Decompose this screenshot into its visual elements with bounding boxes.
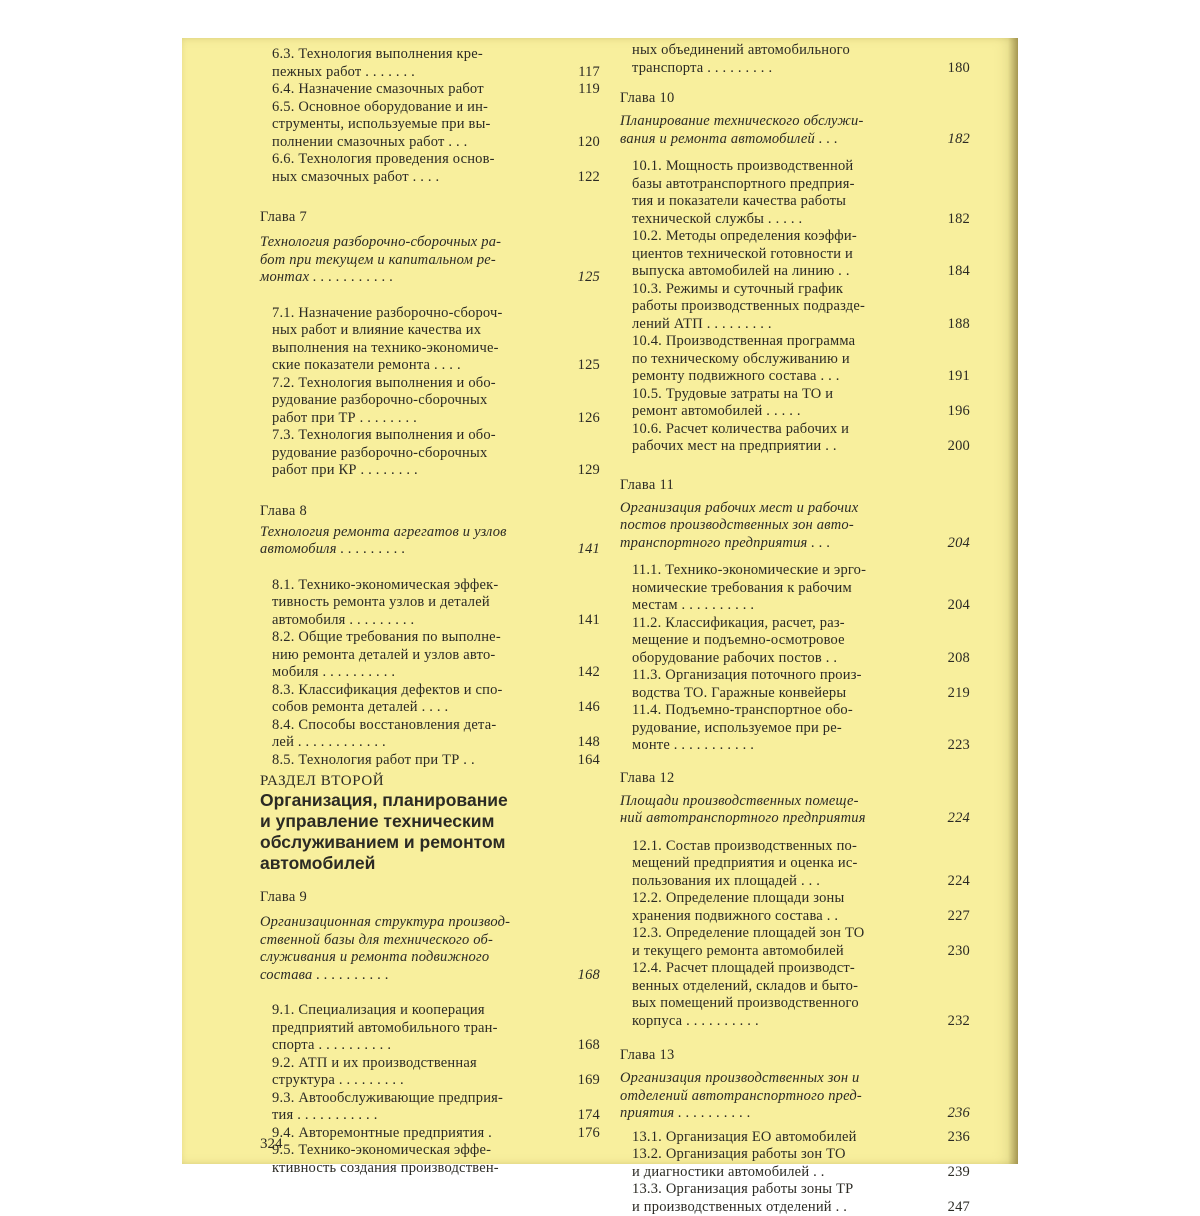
toc-page-number: 200 (922, 438, 970, 456)
toc-page-number: 148 (552, 734, 600, 752)
toc-page-number: 239 (922, 1164, 970, 1182)
chapter-heading: Глава 13 (620, 1046, 970, 1064)
toc-entry-text: 9.3. Автообслуживающие предприя- тия . . . . . . . . . . . (272, 1090, 544, 1125)
section-label: РАЗДЕЛ ВТОРОЙ (260, 773, 600, 790)
toc-page-number: 122 (552, 169, 600, 187)
chapter-title (260, 234, 600, 287)
toc-entry (272, 1090, 600, 1125)
toc-entry-text: 10.1. Мощность производственной базы автотранспортного предприя- тия и показатели качества работы технической службы . . . . . (632, 158, 914, 228)
toc-entry-text: 10.4. Производственная программа по техническому обслуживанию и ремонту подвижного состава . . . (632, 333, 914, 386)
toc-entry-text: 11.1. Технико-экономические и эрго- номические требования к рабочим местам . . . . . . . . . . (632, 562, 914, 615)
toc-page-number: 247 (922, 1199, 970, 1216)
toc-page-number: 188 (922, 316, 970, 334)
chapter-heading: Глава 11 (620, 476, 970, 494)
toc-page-number: 142 (552, 664, 600, 682)
toc-entry-text: 9.2. АТП и их производственная структура . . . . . . . . . (272, 1055, 544, 1090)
toc-entry (632, 615, 970, 668)
chapter-title (620, 500, 970, 553)
toc-entry-text: 7.1. Назначение разборочно-сбороч- ных работ и влияние качества их выполнения на технико-экономиче- ские показатели ремонта . . . . (272, 305, 544, 375)
toc-page-number: 208 (922, 650, 970, 668)
toc-page-number: 176 (552, 1125, 600, 1143)
toc-entry-text: 13.1. Организация ЕО автомобилей (632, 1129, 914, 1147)
toc-entry (272, 427, 600, 480)
toc-page-number: 204 (922, 597, 970, 615)
toc-entry-text: 6.4. Назначение смазочных работ (272, 81, 544, 99)
toc-entry-text: 8.5. Технология работ при ТР . . (272, 752, 544, 770)
toc-entry-text: 12.2. Определение площади зоны хранения подвижного состава . . (632, 890, 914, 925)
book-page (182, 38, 1018, 1164)
toc-entry (272, 1125, 600, 1143)
toc-page-number: 227 (922, 908, 970, 926)
toc-entry (272, 46, 600, 81)
toc-entry (632, 1146, 970, 1181)
toc-entry-text: 12.4. Расчет площадей производст- венных отделений, складов и быто- вых помещений производственного корпуса . . . . . . . . . . (632, 960, 914, 1030)
toc-entry (272, 1002, 600, 1055)
chapter-title (620, 113, 970, 148)
toc-entry-text: 13.3. Организация работы зоны ТР и производственных отделений . . (632, 1181, 914, 1216)
toc-page-number: 184 (922, 263, 970, 281)
chapter-title (620, 793, 970, 828)
toc-page-number: 174 (552, 1107, 600, 1125)
toc-entry (272, 577, 600, 630)
toc-page-number: 223 (922, 737, 970, 755)
toc-entry (632, 667, 970, 702)
chapter-heading: Глава 8 (260, 502, 600, 520)
toc-page-number: 119 (552, 81, 600, 99)
toc-entry-text: 8.3. Классификация дефектов и спо- собов ремонта деталей . . . . (272, 682, 544, 717)
toc-entry (632, 333, 970, 386)
toc-entry-text: 9.1. Специализация и кооперация предприятий автомобильного тран- спорта . . . . . . . . . . (272, 1002, 544, 1055)
toc-entry-text: Технология ремонта агрегатов и узлов автомобиля . . . . . . . . . (260, 524, 544, 559)
toc-entry (632, 562, 970, 615)
toc-page-number: 180 (922, 60, 970, 78)
toc-entry (632, 1181, 970, 1216)
toc-page-number: 141 (552, 541, 600, 559)
page-number: 324 (260, 1136, 283, 1153)
page-spine-shadow (1008, 38, 1018, 1164)
toc-page-number: 204 (922, 535, 970, 553)
toc-entry (632, 925, 970, 960)
toc-entry (632, 702, 970, 755)
toc-page-number: 169 (552, 1072, 600, 1090)
toc-entry-text: 8.1. Технико-экономическая эффек- тивность ремонта узлов и деталей автомобиля . . . . . . . . . (272, 577, 544, 630)
toc-entry-text: 12.1. Состав производственных по- мещений предприятия и оценка ис- пользования их площадей . . . (632, 838, 914, 891)
toc-entry-text: 8.2. Общие требования по выполне- нию ремонта деталей и узлов авто- мобиля . . . . . . . . . . (272, 629, 544, 682)
toc-entry (272, 99, 600, 152)
toc-entry (272, 1055, 600, 1090)
toc-entry-text: Площади производственных помеще- ний автотранспортного предприятия (620, 793, 914, 828)
toc-left-column (260, 46, 600, 1177)
toc-page-number: 219 (922, 685, 970, 703)
toc-entry (272, 1142, 600, 1177)
toc-entry (632, 281, 970, 334)
toc-page-number: 182 (922, 131, 970, 149)
chapter-heading: Глава 12 (620, 769, 970, 787)
toc-entry (632, 386, 970, 421)
toc-page-number: 164 (552, 752, 600, 770)
toc-entry-text: 10.5. Трудовые затраты на ТО и ремонт автомобилей . . . . . (632, 386, 914, 421)
toc-entry (272, 375, 600, 428)
toc-entry (632, 421, 970, 456)
toc-entry (632, 228, 970, 281)
toc-entry (272, 717, 600, 752)
toc-entry (272, 81, 600, 99)
toc-page-number: 230 (922, 943, 970, 961)
toc-entry (272, 752, 600, 770)
chapter-title (620, 1070, 970, 1123)
toc-page-number: 236 (922, 1105, 970, 1123)
toc-entry-text: ных объединений автомобильного транспорта . . . . . . . . . (632, 42, 914, 77)
toc-entry-text: 6.3. Технология выполнения кре- пежных работ . . . . . . . (272, 46, 544, 81)
toc-page-number: 146 (552, 699, 600, 717)
chapter-title (260, 524, 600, 559)
toc-entry (632, 42, 970, 77)
toc-page-number: 141 (552, 612, 600, 630)
toc-entry-text: 9.4. Авторемонтные предприятия . (272, 1125, 544, 1143)
toc-page-number: 125 (552, 269, 600, 287)
toc-entry-text: Технология разборочно-сборочных ра- бот при текущем и капитальном ре- монтах . . . . . . . . . . . (260, 234, 544, 287)
toc-page-number: 125 (552, 357, 600, 375)
toc-page-number: 182 (922, 211, 970, 229)
toc-entry-text: 7.3. Технология выполнения и обо- рудование разборочно-сборочных работ при КР . . . . . . . . (272, 427, 544, 480)
toc-entry-text: Планирование технического обслужи- вания и ремонта автомобилей . . . (620, 113, 914, 148)
chapter-heading: Глава 10 (620, 89, 970, 107)
toc-page-number: 236 (922, 1129, 970, 1147)
toc-entry-text: 8.4. Способы восстановления дета- лей . . . . . . . . . . . . (272, 717, 544, 752)
toc-entry (272, 682, 600, 717)
toc-page-number: 191 (922, 368, 970, 386)
toc-page-number: 120 (552, 134, 600, 152)
toc-page-number: 196 (922, 403, 970, 421)
toc-entry-text: 13.2. Организация работы зон ТО и диагностики автомобилей . . (632, 1146, 914, 1181)
toc-page-number: 168 (552, 967, 600, 985)
toc-entry-text: 10.6. Расчет количества рабочих и рабочих мест на предприятии . . (632, 421, 914, 456)
toc-entry-text: 10.3. Режимы и суточный график работы производственных подразде- лений АТП . . . . . . . . . (632, 281, 914, 334)
toc-entry-text: 6.5. Основное оборудование и ин- струменты, используемые при вы- полнении смазочных работ . . . (272, 99, 544, 152)
toc-entry-text: 12.3. Определение площадей зон ТО и текущего ремонта автомобилей (632, 925, 914, 960)
toc-entry (632, 158, 970, 228)
chapter-heading: Глава 9 (260, 888, 600, 906)
toc-entry-text: 10.2. Методы определения коэффи- циентов технической готовности и выпуска автомобилей на линию . . (632, 228, 914, 281)
toc-page-number: 224 (922, 810, 970, 828)
toc-entry-text: Организационная структура производ- ственной базы для технического об- служивания и ремонта подвижного состава . . . . . . . . . . (260, 914, 544, 984)
chapter-heading: Глава 7 (260, 208, 600, 226)
toc-entry-text: 7.2. Технология выполнения и обо- рудование разборочно-сборочных работ при ТР . . . . . . . . (272, 375, 544, 428)
toc-page-number: 168 (552, 1037, 600, 1055)
toc-entry (632, 838, 970, 891)
toc-entry-text: 11.2. Классификация, расчет, раз- мещение и подъемно-осмотровое оборудование рабочих постов . . (632, 615, 914, 668)
toc-entry-text: Организация производственных зон и отделений автотранспортного пред- приятия . . . . . . . . . . (620, 1070, 914, 1123)
toc-entry (632, 1129, 970, 1147)
toc-page-number: 117 (552, 64, 600, 82)
section-title: Организация, планирование и управление техническим обслуживанием и ремонтом автомобилей (260, 790, 600, 874)
toc-page-number: 126 (552, 410, 600, 428)
toc-entry-text: Организация рабочих мест и рабочих постов производственных зон авто- транспортного предприятия . . . (620, 500, 914, 553)
chapter-title (260, 914, 600, 984)
toc-entry (632, 960, 970, 1030)
toc-entry (272, 629, 600, 682)
toc-entry-text: 6.6. Технология проведения основ- ных смазочных работ . . . . (272, 151, 544, 186)
toc-entry-text: 11.4. Подъемно-транспортное обо- рудование, используемое при ре- монте . . . . . . . . . . . (632, 702, 914, 755)
toc-entry-text: 11.3. Организация поточного произ- водства ТО. Гаражные конвейеры (632, 667, 914, 702)
toc-entry (272, 305, 600, 375)
toc-page-number: 129 (552, 462, 600, 480)
toc-entry-text: 9.5. Технико-экономическая эффе- ктивность создания производствен- (272, 1142, 544, 1177)
toc-right-column (620, 42, 970, 1216)
toc-entry (272, 151, 600, 186)
toc-entry (632, 890, 970, 925)
toc-page-number: 224 (922, 873, 970, 891)
toc-page-number: 232 (922, 1013, 970, 1031)
